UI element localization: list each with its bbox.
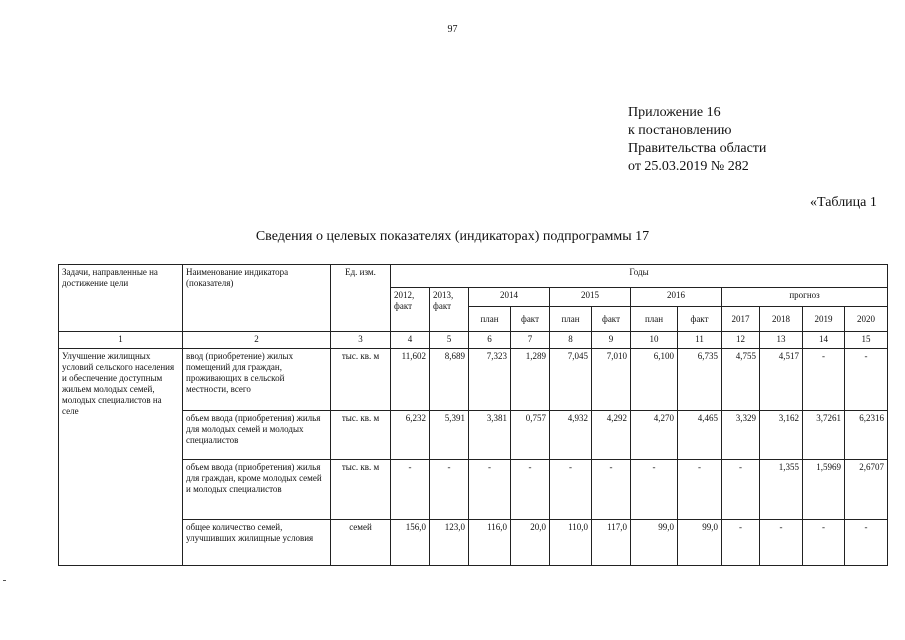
header-plan-2014: план: [469, 307, 511, 332]
col-number: 1: [59, 332, 183, 349]
header-2015: 2015: [550, 288, 631, 307]
table-label: «Таблица 1: [810, 195, 877, 210]
unit-cell: тыс. кв. м: [331, 349, 391, 411]
table-row: [59, 411, 888, 460]
appendix-block: [628, 104, 766, 176]
value-cell: 3,329: [722, 411, 760, 460]
header-2016: 2016: [631, 288, 722, 307]
header-fact-2015: факт: [592, 307, 631, 332]
value-cell: -: [550, 460, 592, 520]
value-cell: 117,0: [592, 520, 631, 566]
value-cell: 6,735: [678, 349, 722, 411]
value-cell: 3,162: [760, 411, 803, 460]
value-cell: 99,0: [678, 520, 722, 566]
task-cell: Улучшение жилищных условий сельского населения и обеспечение доступным жильем молодых семей, молодых специалистов на селе: [59, 349, 183, 566]
value-cell: 4,932: [550, 411, 592, 460]
table-row: [59, 349, 888, 411]
value-cell: 156,0: [391, 520, 430, 566]
col-number: 3: [331, 332, 391, 349]
col-number: 15: [845, 332, 888, 349]
header-2020: 2020: [845, 307, 888, 332]
value-cell: -: [430, 460, 469, 520]
value-cell: 6,2316: [845, 411, 888, 460]
indicator-name: объем ввода (приобретения) жилья для молодых семей и молодых специалистов: [183, 411, 331, 460]
header-fact-2016: факт: [678, 307, 722, 332]
header-years: Годы: [391, 265, 888, 288]
value-cell: -: [469, 460, 511, 520]
value-cell: -: [803, 349, 845, 411]
col-number: 12: [722, 332, 760, 349]
appendix-line-1: Приложение 16: [628, 105, 721, 120]
header-indicator: Наименование индикатора (показателя): [183, 265, 331, 332]
unit-cell: семей: [331, 520, 391, 566]
col-number: 6: [469, 332, 511, 349]
col-number: 8: [550, 332, 592, 349]
value-cell: -: [592, 460, 631, 520]
col-number: 13: [760, 332, 803, 349]
value-cell: 3,381: [469, 411, 511, 460]
value-cell: -: [678, 460, 722, 520]
value-cell: -: [511, 460, 550, 520]
col-number: 14: [803, 332, 845, 349]
value-cell: 116,0: [469, 520, 511, 566]
unit-cell: тыс. кв. м: [331, 411, 391, 460]
value-cell: -: [722, 460, 760, 520]
header-2017: 2017: [722, 307, 760, 332]
value-cell: 1,289: [511, 349, 550, 411]
header-tasks: Задачи, направленные на достижение цели: [59, 265, 183, 332]
value-cell: 5,391: [430, 411, 469, 460]
header-2012: 2012, факт: [391, 288, 430, 332]
table-row: [59, 460, 888, 520]
header-2018: 2018: [760, 307, 803, 332]
col-number: 11: [678, 332, 722, 349]
header-plan-2015: план: [550, 307, 592, 332]
value-cell: 20,0: [511, 520, 550, 566]
value-cell: -: [631, 460, 678, 520]
value-cell: 7,010: [592, 349, 631, 411]
value-cell: 7,323: [469, 349, 511, 411]
value-cell: 3,7261: [803, 411, 845, 460]
header-2019: 2019: [803, 307, 845, 332]
value-cell: 8,689: [430, 349, 469, 411]
value-cell: -: [391, 460, 430, 520]
value-cell: -: [845, 349, 888, 411]
col-number: 5: [430, 332, 469, 349]
appendix-line-4: от 25.03.2019 № 282: [628, 159, 749, 174]
header-unit: Ед. изм.: [331, 265, 391, 332]
scan-mark: [3, 580, 6, 581]
value-cell: 1,5969: [803, 460, 845, 520]
value-cell: 6,232: [391, 411, 430, 460]
appendix-line-3: Правительства области: [628, 141, 767, 156]
appendix-line-2: к постановлению: [628, 123, 732, 138]
header-plan-2016: план: [631, 307, 678, 332]
value-cell: 123,0: [430, 520, 469, 566]
value-cell: -: [845, 520, 888, 566]
col-number: 2: [183, 332, 331, 349]
value-cell: 99,0: [631, 520, 678, 566]
table-row: [59, 520, 888, 566]
value-cell: 0,757: [511, 411, 550, 460]
value-cell: 2,6707: [845, 460, 888, 520]
value-cell: -: [722, 520, 760, 566]
value-cell: -: [760, 520, 803, 566]
value-cell: 7,045: [550, 349, 592, 411]
page-number: 97: [447, 24, 458, 35]
col-number: 4: [391, 332, 430, 349]
col-number: 7: [511, 332, 550, 349]
indicator-name: объем ввода (приобретения) жилья для граждан, кроме молодых семей и молодых специалистов: [183, 460, 331, 520]
col-number: 10: [631, 332, 678, 349]
value-cell: 4,292: [592, 411, 631, 460]
unit-cell: тыс. кв. м: [331, 460, 391, 520]
value-cell: 1,355: [760, 460, 803, 520]
value-cell: 4,465: [678, 411, 722, 460]
header-2013: 2013, факт: [430, 288, 469, 332]
col-number: 9: [592, 332, 631, 349]
header-forecast: прогноз: [722, 288, 888, 307]
value-cell: 11,602: [391, 349, 430, 411]
value-cell: 4,517: [760, 349, 803, 411]
header-fact-2014: факт: [511, 307, 550, 332]
indicator-name: общее количество семей, улучшивших жилищные условия: [183, 520, 331, 566]
indicator-name: ввод (приобретение) жилых помещений для граждан, проживающих в сельской местности, всего: [183, 349, 331, 411]
document-title: Сведения о целевых показателях (индикаторах) подпрограммы 17: [255, 229, 650, 244]
indicators-table: [58, 264, 888, 566]
value-cell: 4,270: [631, 411, 678, 460]
value-cell: 110,0: [550, 520, 592, 566]
header-2014: 2014: [469, 288, 550, 307]
value-cell: 6,100: [631, 349, 678, 411]
value-cell: 4,755: [722, 349, 760, 411]
value-cell: -: [803, 520, 845, 566]
